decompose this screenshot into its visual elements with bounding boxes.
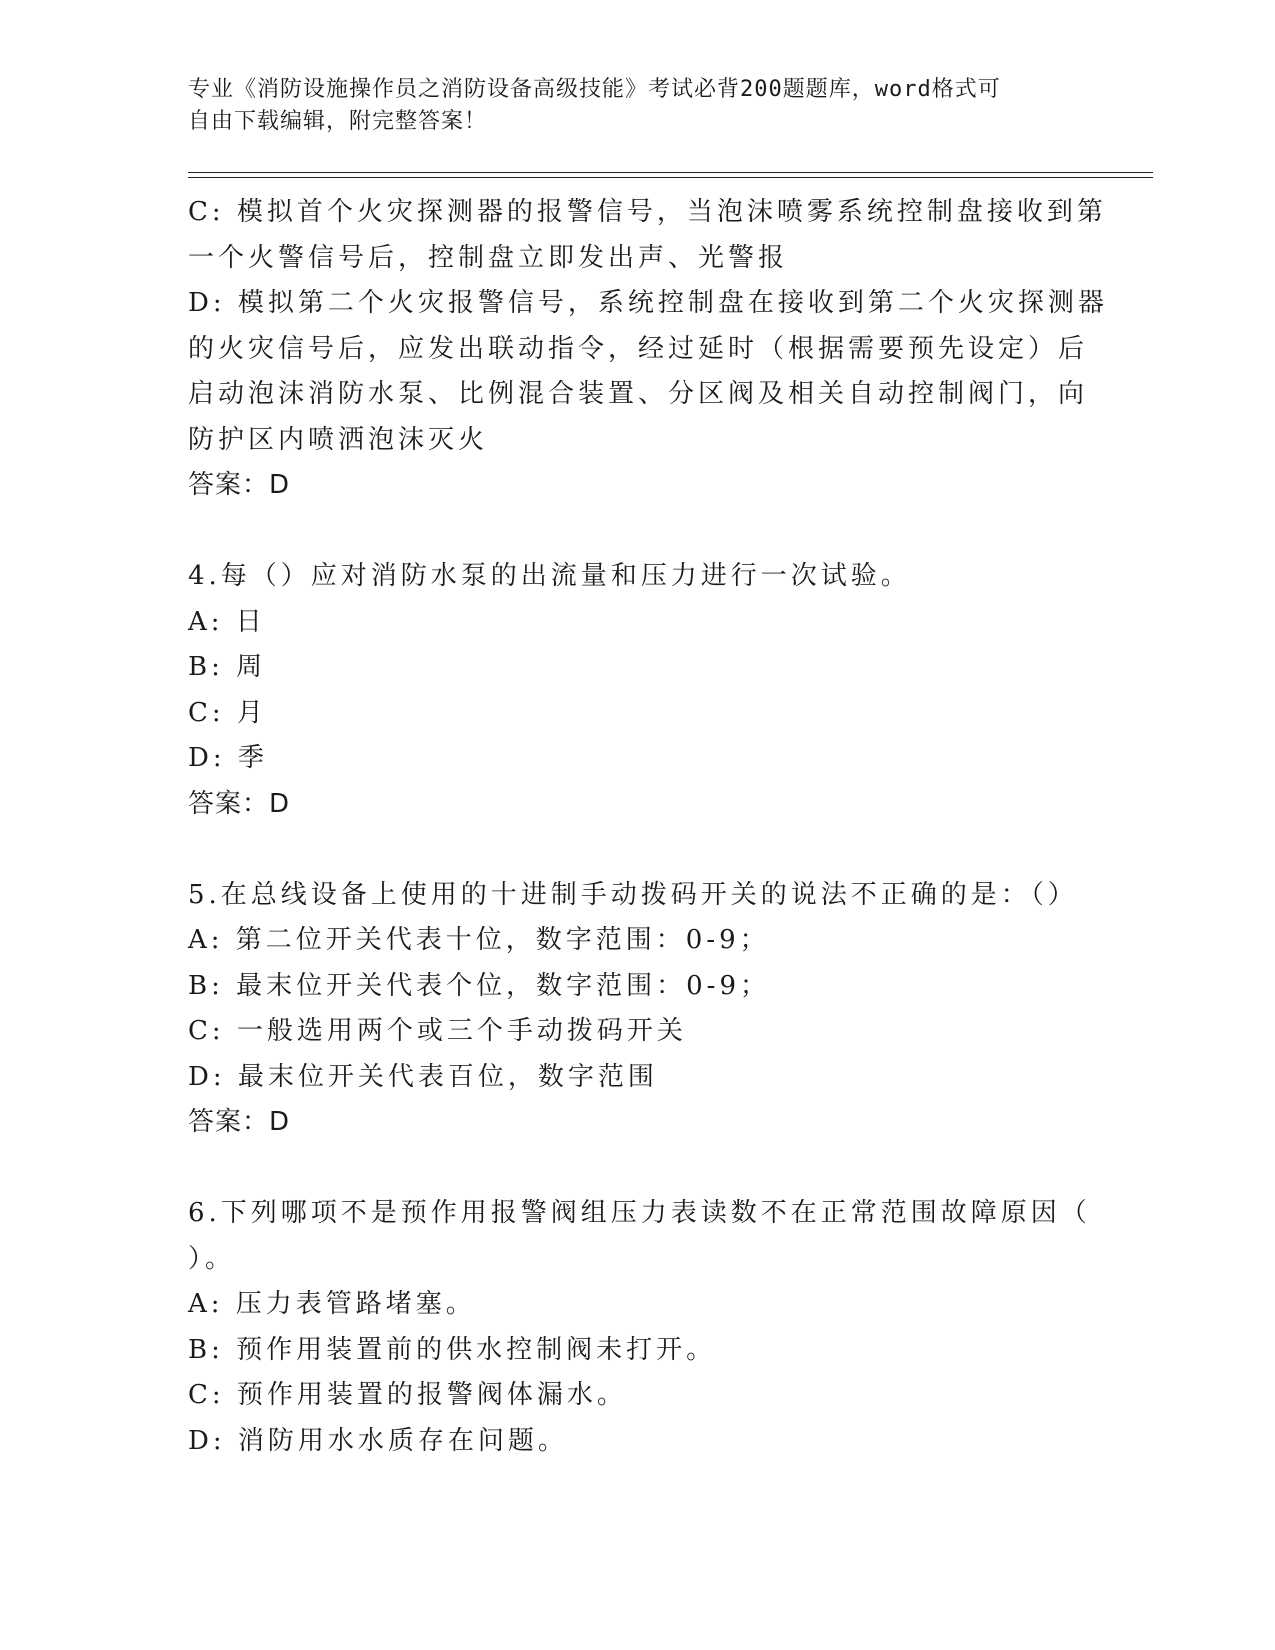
- option-c: C: 月: [188, 697, 267, 728]
- answer-line: 答案：D: [188, 470, 291, 500]
- option-c: C: 一般选用两个或三个手动拨码开关: [188, 1016, 687, 1046]
- spacer: [188, 827, 1068, 873]
- option-d: D: 最末位开关代表百位，数字范围: [188, 1061, 658, 1092]
- document-header: [188, 74, 1068, 138]
- option-d: D: 消防用水水质存在问题。: [188, 1425, 568, 1456]
- header-divider-bottom: [188, 177, 1153, 178]
- question-stem-line-2: ）。: [188, 1243, 236, 1274]
- option-d-line-4: 防护区内喷洒泡沫灭火: [188, 424, 489, 455]
- option-d-line-1: D: 模拟第二个火灾报警信号，系统控制盘在接收到第二个火灾探测器: [188, 288, 1108, 318]
- option-a: A: 第二位开关代表十位，数字范围：0-9；: [188, 925, 770, 955]
- answer-line: 答案：D: [188, 1107, 291, 1137]
- option-d: D: 季: [188, 743, 268, 773]
- question-4: [188, 554, 1068, 827]
- option-b: B: 周: [188, 652, 267, 682]
- option-d-line-2: 的火灾信号后，应发出联动指令，经过延时（根据需要预先设定）后: [188, 333, 1089, 364]
- question-5: [188, 873, 1078, 1146]
- question-content: [188, 190, 1108, 1464]
- option-b: B: 最末位开关代表个位，数字范围：0-9；: [188, 970, 771, 1001]
- question-stem-line-1: 6.下列哪项不是预作用报警阀组压力表读数不在正常范围故障原因（: [188, 1198, 1091, 1228]
- option-c-line-2: 一个火警信号后，控制盘立即发出声、光警报: [188, 242, 789, 273]
- question-3-tail: [188, 190, 1108, 509]
- spacer: [188, 509, 1068, 555]
- header-line-2: 自由下载编辑，附完整答案！: [188, 109, 488, 134]
- option-c-line-1: C: 模拟首个火灾探测器的报警信号，当泡沫喷雾系统控制盘接收到第: [188, 197, 1107, 227]
- option-a: A: 压力表管路堵塞。: [188, 1289, 476, 1319]
- option-d-line-3: 启动泡沫消防水泵、比例混合装置、分区阀及相关自动控制阀门，向: [188, 379, 1089, 409]
- header-line-1: 专业《消防设施操作员之消防设备高级技能》考试必背200题题库，word格式可: [188, 77, 1001, 102]
- header-divider-top: [188, 172, 1153, 173]
- question-6: [188, 1191, 1091, 1464]
- option-c: C: 预作用装置的报警阀体漏水。: [188, 1380, 627, 1410]
- question-stem: 4.每（）应对消防水泵的出流量和压力进行一次试验。: [188, 561, 911, 591]
- spacer: [188, 1146, 1068, 1192]
- option-b: B: 预作用装置前的供水控制阀未打开。: [188, 1334, 717, 1365]
- answer-line: 答案：D: [188, 788, 291, 819]
- question-stem: 5.在总线设备上使用的十进制手动拨码开关的说法不正确的是：（）: [188, 879, 1078, 910]
- option-a: A: 日: [188, 606, 266, 637]
